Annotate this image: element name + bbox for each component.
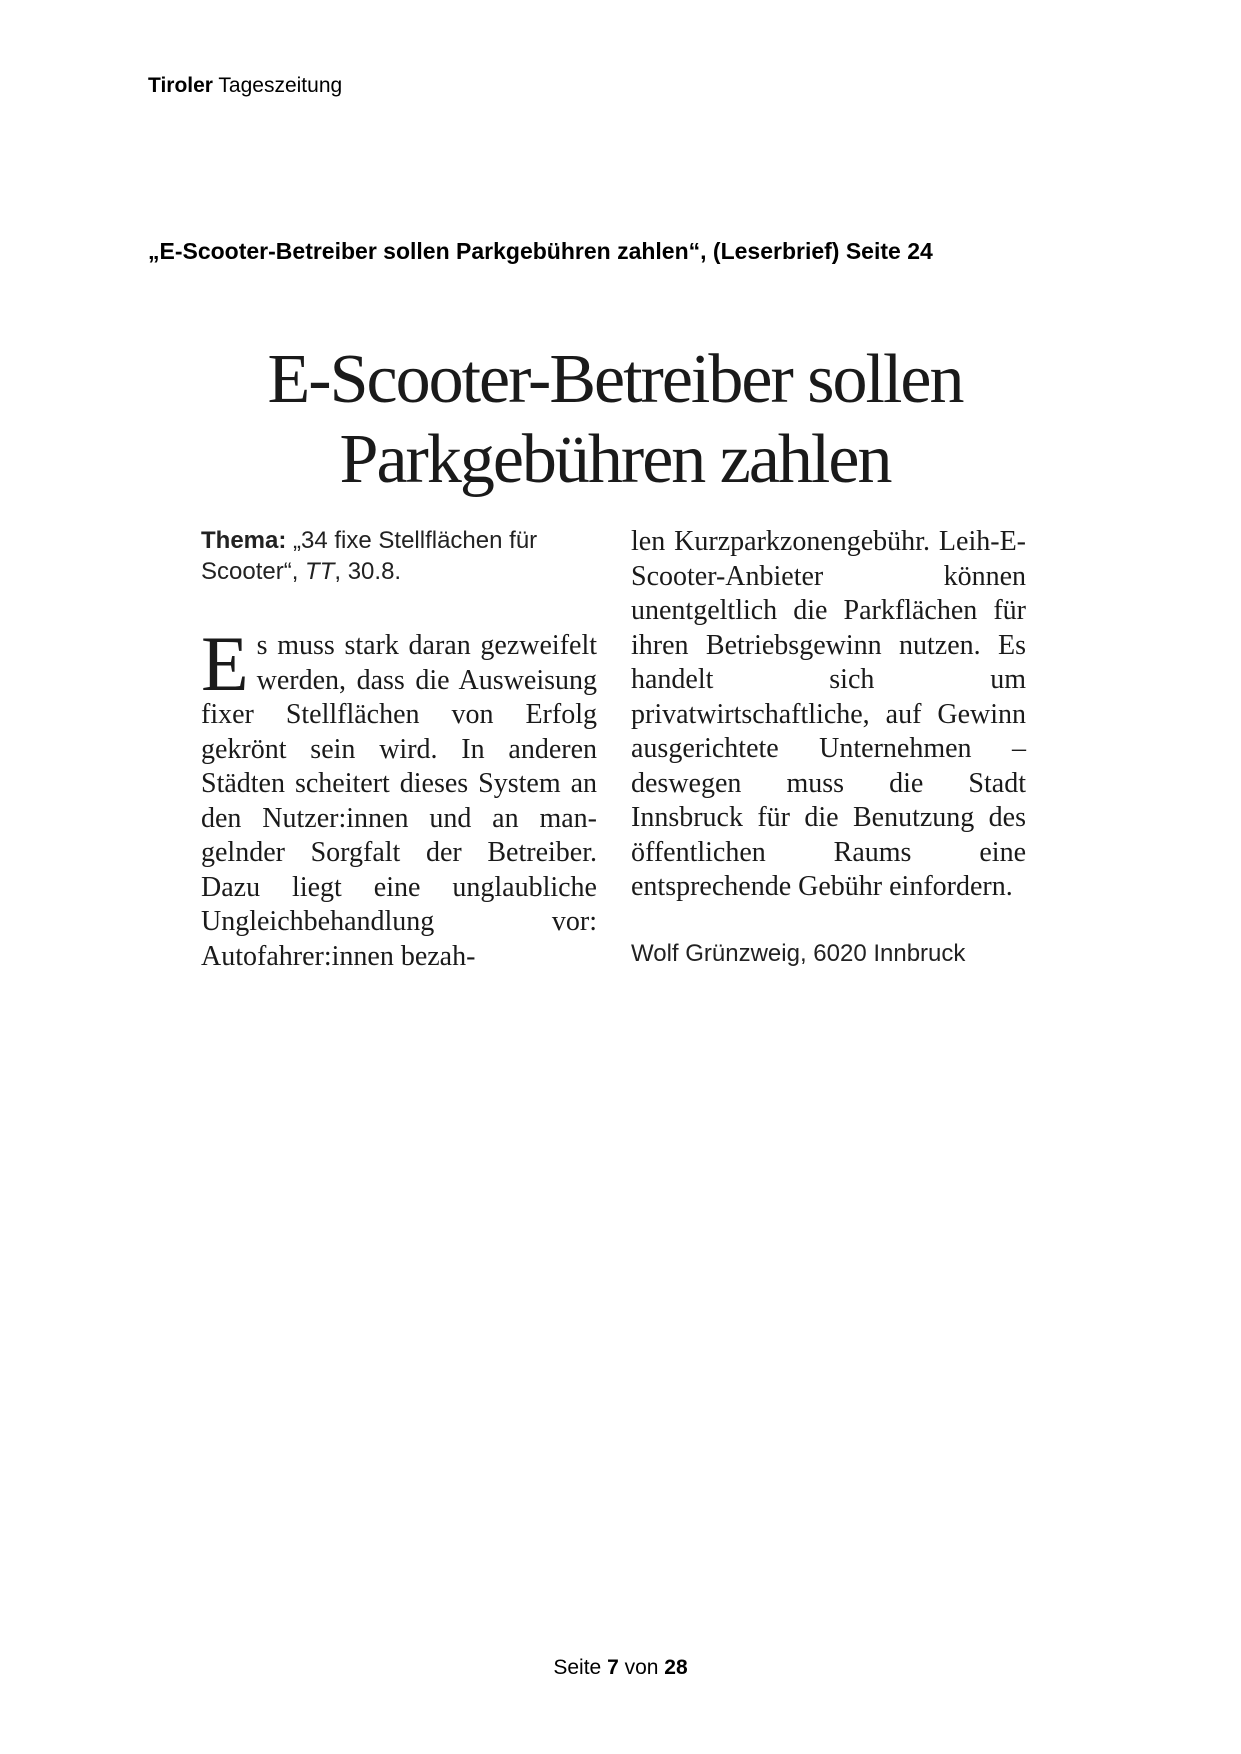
drop-cap: E <box>201 620 249 707</box>
total-page-count: 28 <box>664 1656 688 1679</box>
topic-label: Thema: <box>201 527 287 554</box>
topic-source: TT <box>305 558 335 585</box>
publication-name-bold: Tiroler <box>148 74 213 97</box>
current-page-number: 7 <box>607 1656 619 1679</box>
topic-text: „34 fixe Stellflächen für Scooter“, <box>201 527 538 585</box>
article-column-left <box>201 525 597 974</box>
article-headline: E-Scooter-Betreiber sollen Parkgebühren zahlen <box>267 341 963 498</box>
footer-prefix: Seite <box>553 1656 608 1679</box>
publication-header <box>148 74 342 98</box>
publication-name-rest: Tageszeitung <box>212 74 343 97</box>
article-column-right <box>631 525 1026 969</box>
topic-date: , 30.8. <box>334 558 402 585</box>
article-reference: „E-Scooter-Betreiber sollen Parkgebühren zahlen“, (Leserbrief) Seite 24 <box>148 238 933 264</box>
footer-middle: von <box>618 1656 665 1679</box>
article-body-left <box>201 620 597 974</box>
newspaper-clipping <box>0 330 1241 1020</box>
page-footer <box>0 1656 1241 1680</box>
article-body-text-right: len Kurzparkzonengebühr. Leih-E-Scooter-Anbieter können unentgeltlich die Parkflächen für ihren Betriebsgewinn nutzen. Es handelt sich um privatwirtschaftliche, auf Gewinn ausgerichtete Unternehmen – deswegen muss die Stadt Innsbruck für die Benutzung des öffentlichen Raums eine entsprechende Gebühr einfordern. <box>631 526 1026 902</box>
article-body-text-left: s muss stark daran gezweifelt werden, dass die Ausweisung fixer Stellflächen von Erfolg gekrönt sein wird. In anderen Städten scheitert dieses System an den Nutzer:innen und an mangelnder Sorgfalt der Betreiber. Dazu liegt eine unglaubliche Ungleichbehandlung vor: Autofahrer:innen bezah- <box>201 630 597 972</box>
article-signature: Wolf Grünzweig, 6020 Innbruck <box>631 939 966 967</box>
article-topic <box>201 525 597 587</box>
